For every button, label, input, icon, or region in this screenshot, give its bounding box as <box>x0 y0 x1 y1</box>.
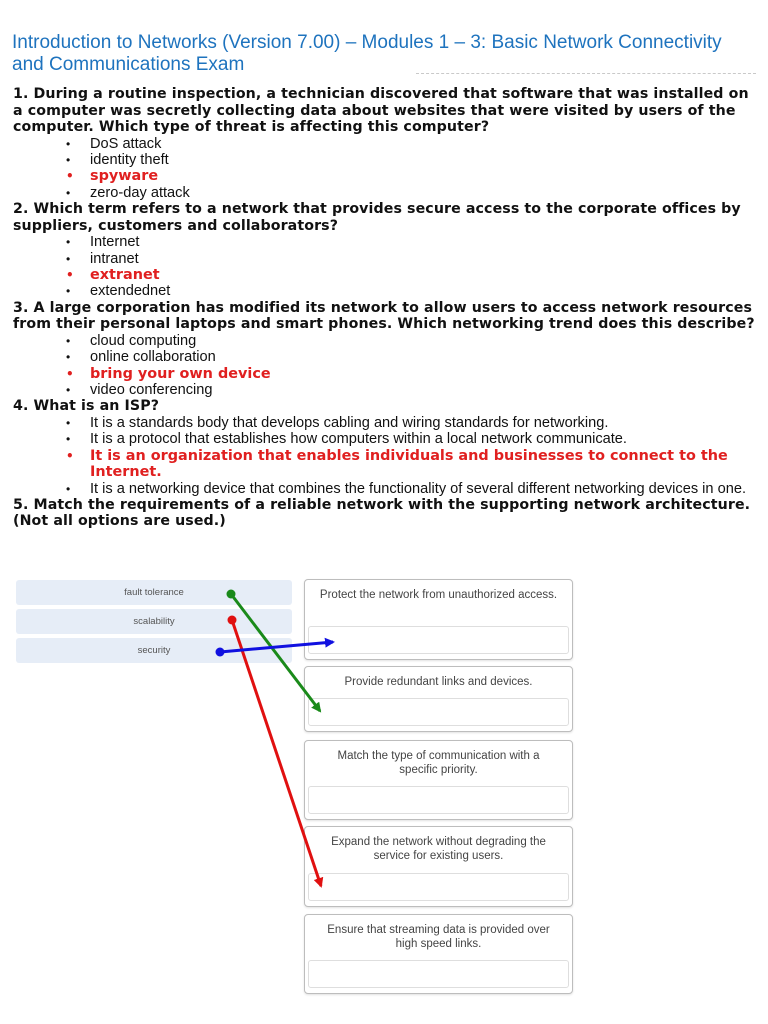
match-arrow-security <box>220 642 333 652</box>
term-security[interactable]: security <box>16 638 292 663</box>
question-2: 2. Which term refers to a network that provides secure access to the corporate offices by suppliers, customers and collaborators? <box>13 201 741 234</box>
option-item: • intranet <box>90 251 763 267</box>
requirement-text: Ensure that streaming data is provided over high speed links. <box>327 924 550 950</box>
option-item: • identity theft <box>90 152 763 168</box>
option-item: • zero-day attack <box>90 185 763 201</box>
match-arrow-scalability <box>232 620 321 886</box>
correct-option-item: • extranet <box>90 267 763 283</box>
question-3: 3. A large corporation has modified its network to allow users to access network resources from their personal laptops and smart phones. Which networking trend does this describe? <box>13 299 755 333</box>
option-item: • online collaboration <box>90 349 763 365</box>
option-item: • cloud computing <box>90 333 763 349</box>
option-item: • DoS attack <box>90 136 763 152</box>
matching-diagram <box>0 576 768 1024</box>
match-arrows <box>0 576 768 1024</box>
requirement-text: Provide redundant links and devices. <box>344 676 533 688</box>
requirement-text: Match the type of communication with a specific priority. <box>337 750 540 776</box>
requirement-text: Protect the network from unauthorized access. <box>319 589 558 601</box>
option-item: • extendednet <box>90 283 763 299</box>
question-4-options <box>13 415 763 497</box>
correct-option-item: • bring your own device <box>90 366 763 382</box>
correct-option-item: • It is an organization that enables individuals and businesses to connect to the Internet. <box>90 448 763 481</box>
term-scalability[interactable]: scalability <box>16 609 292 634</box>
option-item: • video conferencing <box>90 382 763 398</box>
question-5: 5. Match the requirements of a reliable network with the supporting network architecture. (Not all options are used.) <box>13 496 751 530</box>
question-1: 1. During a routine inspection, a technician discovered that software that was installed on a computer was secretly collecting data about websites that were visited by users of the computer. Which type of threat is affecting this computer? <box>13 86 749 135</box>
page-title: Introduction to Networks (Version 7.00) – Modules 1 – 3: Basic Network Connectivity and Communications Exam <box>12 32 722 75</box>
question-list <box>13 86 763 530</box>
option-item: • It is a protocol that establishes how computers within a local network communicate. <box>90 431 763 447</box>
correct-option-item: • spyware <box>90 168 763 184</box>
option-item: • Internet <box>90 234 763 250</box>
requirement-text: Expand the network without degrading the service for existing users. <box>331 836 546 862</box>
question-4: 4. What is an ISP? <box>13 398 160 415</box>
option-item: • It is a networking device that combines the functionality of several different networking devices in one. <box>90 481 763 497</box>
question-2-options <box>13 234 763 300</box>
title-divider <box>416 73 756 74</box>
question-1-options <box>13 136 763 202</box>
question-3-options <box>13 333 763 399</box>
term-fault-tolerance[interactable]: fault tolerance <box>16 580 292 605</box>
option-item: • It is a standards body that develops cabling and wiring standards for networking. <box>90 415 763 431</box>
